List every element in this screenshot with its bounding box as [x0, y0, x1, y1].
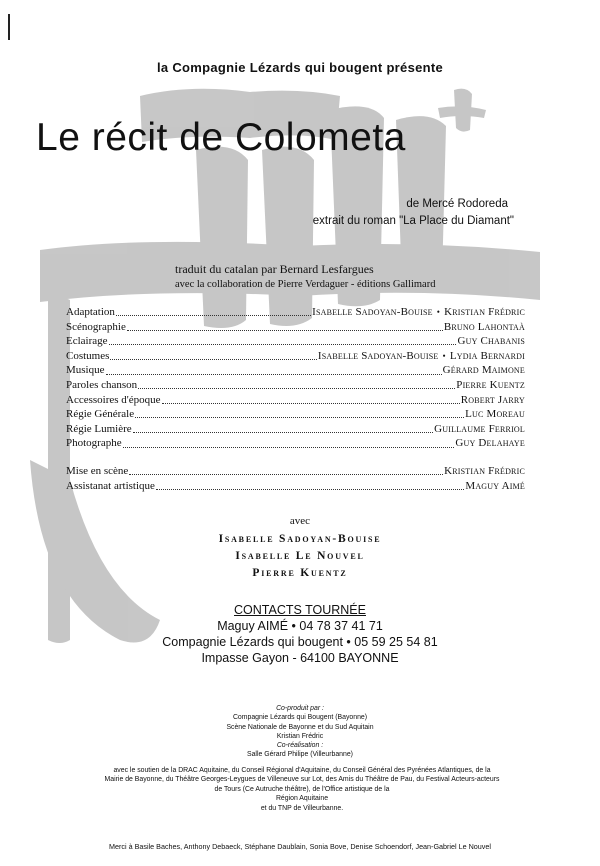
translation-line: traduit du catalan par Bernard Lesfargues [175, 262, 374, 276]
support-line: de Tours (Ce Autruche théâtre), de l'Office artistique de la [214, 785, 390, 793]
credit-row [66, 305, 525, 320]
leader-dots [129, 465, 443, 475]
credit-role: Régie Générale [66, 408, 135, 421]
collaboration-line: avec la collaboration de Pierre Verdaguer - éditions Gallimard [175, 279, 436, 290]
support-line: avec le soutien de la DRAC Aquitaine, du Conseil Régional d'Aquitaine, du Conseil Général des Pyrénées Atlantiques, de la [113, 767, 491, 774]
leader-dots [156, 480, 464, 490]
leader-dots [133, 423, 433, 433]
credit-name: Lydia Bernardi [449, 349, 525, 362]
credit-name: Gérard Maimone [442, 364, 525, 377]
credit-row [66, 407, 525, 422]
leader-dots [135, 408, 464, 418]
leader-dots [116, 306, 311, 316]
contacts-block [0, 602, 600, 666]
credit-role: Mise en scène [66, 464, 129, 477]
credit-role: Régie Lumière [66, 422, 132, 435]
direction-row [66, 479, 525, 494]
support-line: Région Aquitaine [275, 795, 329, 803]
credits-list [66, 305, 525, 493]
credit-row [66, 320, 525, 335]
leader-dots [110, 350, 316, 360]
credit-row [66, 378, 525, 393]
bullet-separator: • [436, 307, 441, 317]
credit-row [66, 349, 525, 364]
cast-list [0, 531, 600, 582]
contact-line: Maguy AIMÉ • 04 78 37 41 71 [217, 619, 383, 633]
credit-row [66, 422, 525, 437]
contact-address: Impasse Gayon - 64100 BAYONNE [201, 651, 399, 665]
coproducer-line: Scène Nationale de Bayonne et du Sud Aquitain [226, 723, 374, 731]
corealisation-line: Salle Gérard Philipe (Villeurbanne) [247, 751, 353, 759]
credit-row [66, 334, 525, 349]
credit-row [66, 436, 525, 451]
cast-label: avec [289, 515, 311, 527]
credits-gap [66, 451, 525, 464]
credit-role: Paroles chanson [66, 378, 138, 391]
contacts-heading: CONTACTS TOURNÉE [234, 603, 366, 617]
direction-row [66, 464, 525, 479]
author-line: de Mercé Rodoreda [406, 198, 508, 210]
cast-member: Isabelle Sadoyan-Bouise [218, 533, 382, 545]
credit-role: Scénographie [66, 320, 126, 333]
credit-role: Costumes [66, 349, 110, 362]
credit-row [66, 393, 525, 408]
leader-dots [106, 365, 442, 375]
leader-dots [138, 379, 455, 389]
source-block [313, 196, 514, 230]
coproduction-block [0, 704, 600, 760]
credit-name: Kristian Frédric [444, 306, 525, 318]
credit-role: Eclairage [66, 335, 108, 348]
leader-dots [109, 335, 457, 345]
contact-line: Compagnie Lézards qui bougent • 05 59 25 54 81 [162, 635, 438, 649]
edge-mark [8, 14, 10, 40]
corealisation-label: Co-réalisation : [276, 742, 324, 750]
credit-name: Kristian Frédric [444, 464, 525, 477]
credit-name: Isabelle Sadoyan-Bouise [317, 349, 439, 362]
support-line: et du TNP de Villeurbanne. [260, 804, 344, 812]
credit-name: Bruno Lahontaà [443, 320, 525, 333]
credit-role: Accessoires d'époque [66, 393, 161, 406]
credit-role: Adaptation [66, 306, 115, 318]
leader-dots [127, 321, 443, 331]
presents-line: la Compagnie Lézards qui bougent présente [156, 60, 444, 75]
page-title: Le récit de Colometa [36, 116, 406, 159]
credit-name: Guillaume Ferriol [434, 422, 525, 435]
credit-row [66, 363, 525, 378]
credit-role: Assistanat artistique [66, 479, 155, 492]
coproducer-line: Kristian Frédric [276, 732, 324, 740]
excerpt-line: extrait du roman "La Place du Diamant" [312, 215, 514, 227]
coproduction-label: Co-produit par : [276, 705, 324, 712]
credit-name: Guy Chabanis [457, 335, 525, 348]
credit-name: Guy Delahaye [455, 437, 525, 450]
bullet-separator: • [442, 350, 446, 361]
credit-role: Musique [66, 364, 105, 377]
cast-member: Isabelle Le Nouvel [235, 550, 365, 562]
support-block [72, 766, 532, 813]
credit-role: Photographe [66, 437, 122, 450]
credit-name: Pierre Kuentz [456, 378, 525, 391]
credit-name: Isabelle Sadoyan-Bouise [312, 306, 433, 318]
cast-member: Pierre Kuentz [252, 567, 348, 579]
translation-block [175, 262, 435, 292]
credit-name: Maguy Aimé [465, 479, 525, 492]
leader-dots [162, 394, 460, 404]
credit-name: Luc Moreau [465, 408, 525, 421]
leader-dots [123, 438, 455, 448]
support-line: Mairie de Bayonne, du Théâtre Georges-Leygues de Villeneuve sur Lot, des Amis du Théâtre de Pau, du Festival Acteurs-acteurs [104, 776, 500, 784]
coproducer-line: Compagnie Lézards qui Bougent (Bayonne) [232, 714, 368, 722]
credit-names [318, 349, 525, 364]
credit-names [312, 305, 525, 320]
credit-name: Robert Jarry [460, 393, 525, 406]
thanks-line: Merci à Basile Baches, Anthony Debaeck, Stéphane Daublain, Sonia Bove, Denise Schoendorf, Jean-Gabriel Le Nouvel [109, 842, 491, 851]
